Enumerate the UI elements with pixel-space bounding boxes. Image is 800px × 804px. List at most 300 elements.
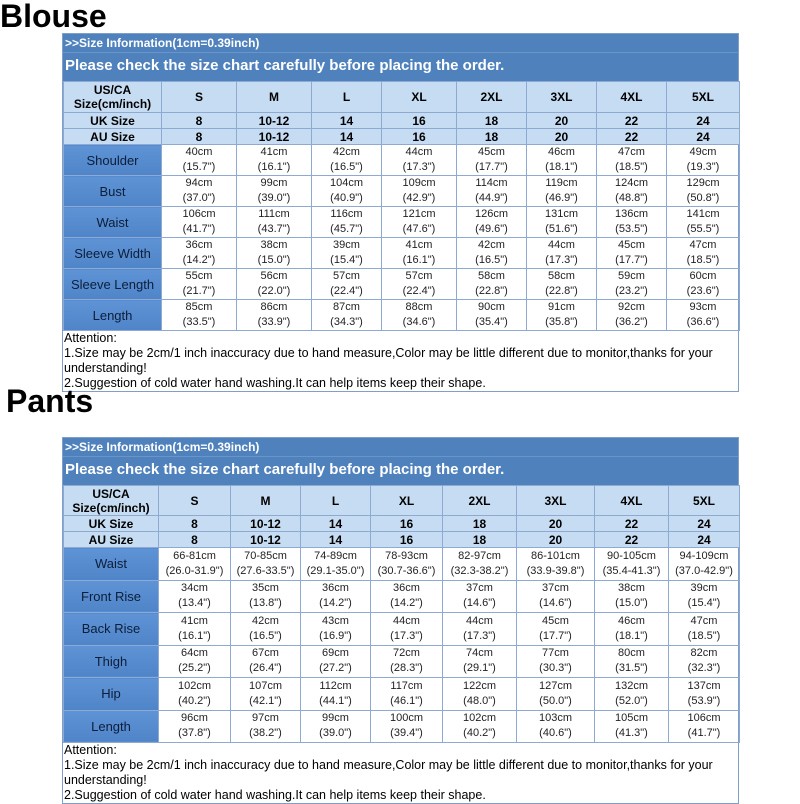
cm-value: 69cm — [322, 647, 349, 660]
measurement-cell — [457, 300, 527, 331]
au-size-value: 10-12 — [237, 129, 312, 145]
measurement-label: Sleeve Length — [64, 269, 162, 300]
inch-value: (39.0") — [319, 727, 352, 740]
cm-value: 46cm — [618, 614, 645, 627]
inch-value: (32.3") — [687, 662, 721, 675]
unit-label: Size(cm/inch) — [72, 500, 150, 515]
inch-value: (22.8") — [545, 285, 578, 297]
measurement-cell — [237, 238, 312, 269]
inch-value: (22.8") — [475, 285, 508, 297]
inch-value: (40.2") — [178, 694, 211, 707]
pants-size-chart — [62, 437, 739, 804]
inch-value: (39.4") — [390, 727, 423, 740]
measurement-cell — [669, 613, 740, 646]
uk-size-row — [64, 516, 740, 532]
measurement-cell — [669, 678, 740, 711]
cm-value: 127cm — [538, 679, 573, 692]
cm-value: 93cm — [689, 301, 717, 313]
cm-value: 36cm — [322, 582, 349, 595]
uk-size-label: UK Size — [64, 113, 162, 129]
inch-value: (52.0") — [615, 694, 648, 707]
measurement-cell — [371, 678, 443, 711]
au-size-value: 8 — [159, 532, 231, 548]
size-header: 2XL — [457, 82, 527, 113]
inch-value: (14.2") — [319, 597, 352, 610]
attention-notes — [63, 331, 738, 391]
cm-value: 57cm — [333, 270, 360, 282]
measurement-cell — [301, 710, 371, 743]
inch-value: (40.2") — [463, 727, 496, 740]
cm-value: 96cm — [181, 712, 208, 725]
measurement-label: Hip — [64, 678, 159, 711]
measurement-cell — [597, 300, 667, 331]
au-size-value: 22 — [595, 532, 669, 548]
measurement-cell — [231, 613, 301, 646]
cm-value: 38cm — [260, 239, 288, 251]
measurement-row — [64, 548, 740, 581]
inch-value: (26.4") — [249, 662, 282, 675]
au-size-label: AU Size — [64, 129, 162, 145]
measurement-cell — [312, 300, 382, 331]
inch-value: (44.9") — [475, 192, 508, 204]
measurement-cell — [457, 176, 527, 207]
measurement-cell — [597, 145, 667, 176]
cm-value: 47cm — [618, 146, 645, 158]
size-header: M — [231, 486, 301, 516]
au-size-value: 14 — [312, 129, 382, 145]
size-header: XL — [371, 486, 443, 516]
inch-value: (42.9") — [402, 192, 436, 204]
cm-value: 45cm — [542, 614, 569, 627]
measurement-cell — [159, 580, 231, 613]
measurement-cell — [443, 548, 517, 581]
inch-value: (29.1-35.0") — [306, 564, 365, 577]
cm-value: 111cm — [258, 208, 290, 220]
cm-value: 82-97cm — [458, 549, 501, 562]
cm-value: 40cm — [185, 146, 213, 158]
inch-value: (50.0") — [539, 694, 572, 707]
measurement-cell — [527, 207, 597, 238]
inch-value: (21.7") — [182, 285, 216, 297]
cm-value: 121cm — [402, 208, 436, 220]
inch-value: (41.7") — [687, 727, 721, 740]
size-header: 5XL — [667, 82, 740, 113]
attention-line: 1.Size may be 2cm/1 inch inaccuracy due to hand measure,Color may be little different due to monitor,thanks for your understanding! — [64, 758, 713, 787]
inch-value: (35.8") — [545, 316, 578, 328]
cm-value: 136cm — [614, 208, 649, 220]
measurement-cell — [527, 269, 597, 300]
cm-value: 37cm — [542, 582, 569, 595]
inch-value: (51.6") — [545, 223, 578, 235]
cm-value: 114cm — [475, 177, 508, 189]
cm-value: 47cm — [690, 614, 718, 627]
measurement-cell — [595, 678, 669, 711]
inch-value: (37.0") — [182, 192, 216, 204]
cm-value: 106cm — [687, 712, 721, 725]
inch-value: (15.7") — [182, 161, 216, 173]
inch-value: (27.2") — [319, 662, 352, 675]
inch-value: (40.6") — [539, 727, 572, 740]
measurement-cell — [371, 580, 443, 613]
size-info-note: >>Size Information(1cm=0.39inch) — [63, 438, 738, 456]
au-size-value: 8 — [162, 129, 237, 145]
measurement-cell — [312, 145, 382, 176]
size-table — [63, 81, 740, 331]
measurement-cell — [371, 548, 443, 581]
au-size-value: 18 — [443, 532, 517, 548]
measurement-cell — [371, 710, 443, 743]
us-ca-label: US/CA — [92, 486, 130, 501]
measurement-cell — [443, 710, 517, 743]
cm-value: 137cm — [687, 679, 721, 692]
cm-value: 44cm — [548, 239, 575, 251]
inch-value: (14.6") — [463, 597, 496, 610]
unit-label: Size(cm/inch) — [73, 97, 152, 111]
measurement-cell — [237, 176, 312, 207]
measurement-cell — [159, 613, 231, 646]
cm-value: 58cm — [548, 270, 575, 282]
measurement-cell — [301, 613, 371, 646]
measurement-cell — [667, 176, 740, 207]
inch-value: (17.3") — [390, 629, 423, 642]
cm-value: 107cm — [248, 679, 283, 692]
inch-value: (17.7") — [539, 629, 572, 642]
measurement-cell — [162, 238, 237, 269]
au-size-value: 24 — [669, 532, 740, 548]
inch-value: (46.9") — [545, 192, 578, 204]
uk-size-row — [64, 113, 740, 129]
au-size-value: 16 — [371, 532, 443, 548]
measurement-cell — [527, 300, 597, 331]
inch-value: (47.6") — [402, 223, 436, 235]
cm-value: 102cm — [177, 679, 212, 692]
measurement-cell — [597, 207, 667, 238]
cm-value: 105cm — [614, 712, 649, 725]
measurement-label: Sleeve Width — [64, 238, 162, 269]
au-size-value: 22 — [597, 129, 667, 145]
cm-value: 86cm — [260, 301, 288, 313]
attention-line: 1.Size may be 2cm/1 inch inaccuracy due to hand measure,Color may be little different due to monitor,thanks for your understanding! — [64, 346, 713, 375]
uk-size-value: 14 — [301, 516, 371, 532]
cm-value: 141cm — [686, 208, 720, 220]
measurement-label: Length — [64, 710, 159, 743]
measurement-cell — [595, 613, 669, 646]
inch-value: (18.5") — [615, 161, 648, 173]
uk-size-value: 22 — [597, 113, 667, 129]
inch-value: (14.2") — [390, 597, 423, 610]
measurement-cell — [301, 580, 371, 613]
attention-line: 2.Suggestion of cold water hand washing.It can help items keep their shape. — [64, 788, 486, 802]
measurement-label: Waist — [64, 548, 159, 581]
size-header: 3XL — [517, 486, 595, 516]
inch-value: (41.3") — [615, 727, 648, 740]
inch-value: (34.3") — [330, 316, 363, 328]
inch-value: (37.0-42.9") — [675, 564, 733, 577]
measurement-row — [64, 580, 740, 613]
cm-value: 126cm — [474, 208, 509, 220]
inch-value: (22.4") — [330, 285, 363, 297]
measurement-cell — [669, 548, 740, 581]
inch-value: (18.5") — [687, 629, 721, 642]
measurement-cell — [231, 548, 301, 581]
measurement-cell — [162, 207, 237, 238]
inch-value: (37.8") — [178, 727, 211, 740]
measurement-cell — [371, 645, 443, 678]
cm-value: 58cm — [478, 270, 505, 282]
measurement-row — [64, 300, 740, 331]
cm-value: 38cm — [618, 582, 645, 595]
cm-value: 45cm — [618, 239, 645, 251]
measurement-cell — [457, 145, 527, 176]
inch-value: (44.1") — [319, 694, 352, 707]
measurement-cell — [597, 238, 667, 269]
size-header: L — [301, 486, 371, 516]
cm-value: 91cm — [548, 301, 575, 313]
inch-value: (14.6") — [539, 597, 572, 610]
inch-value: (22.0") — [257, 285, 291, 297]
cm-value: 55cm — [185, 270, 213, 282]
inch-value: (39.0") — [257, 192, 291, 204]
size-header: XL — [382, 82, 457, 113]
cm-value: 78-93cm — [385, 549, 428, 562]
measurement-cell — [382, 145, 457, 176]
inch-value: (38.2") — [249, 727, 282, 740]
au-size-value: 20 — [527, 129, 597, 145]
measurement-cell — [231, 710, 301, 743]
inch-value: (23.2") — [615, 285, 648, 297]
inch-value: (22.4") — [402, 285, 436, 297]
size-header: M — [237, 82, 312, 113]
measurement-label: Bust — [64, 176, 162, 207]
inch-value: (14.2") — [182, 254, 216, 266]
cm-value: 132cm — [614, 679, 649, 692]
cm-value: 42cm — [333, 146, 360, 158]
au-size-value: 20 — [517, 532, 595, 548]
inch-value: (48.8") — [615, 192, 648, 204]
measurement-cell — [159, 710, 231, 743]
check-chart-notice: Please check the size chart carefully before placing the order. — [63, 52, 738, 81]
cm-value: 36cm — [185, 239, 213, 251]
inch-value: (16.5") — [330, 161, 363, 173]
measurement-cell — [301, 548, 371, 581]
measurement-cell — [382, 300, 457, 331]
cm-value: 41cm — [181, 614, 208, 627]
measurement-cell — [595, 645, 669, 678]
measurement-cell — [595, 548, 669, 581]
measurement-label: Front Rise — [64, 580, 159, 613]
uk-size-value: 20 — [517, 516, 595, 532]
measurement-cell — [231, 678, 301, 711]
measurement-cell — [457, 238, 527, 269]
cm-value: 109cm — [402, 177, 436, 189]
inch-value: (34.6") — [402, 316, 436, 328]
uk-size-value: 20 — [527, 113, 597, 129]
cm-value: 42cm — [252, 614, 279, 627]
inch-value: (53.9") — [687, 694, 721, 707]
inch-value: (17.3") — [545, 254, 578, 266]
size-header: 4XL — [595, 486, 669, 516]
inch-value: (23.6") — [686, 285, 720, 297]
measurement-row — [64, 238, 740, 269]
uk-size-value: 8 — [159, 516, 231, 532]
measurement-cell — [517, 613, 595, 646]
cm-value: 112cm — [319, 679, 352, 692]
inch-value: (42.1") — [249, 694, 282, 707]
cm-value: 43cm — [322, 614, 349, 627]
measurement-cell — [312, 176, 382, 207]
cm-value: 39cm — [333, 239, 360, 251]
cm-value: 99cm — [322, 712, 349, 725]
attention-line: 2.Suggestion of cold water hand washing.It can help items keep their shape. — [64, 376, 486, 390]
inch-value: (36.6") — [686, 316, 720, 328]
cm-value: 44cm — [405, 146, 433, 158]
uk-size-value: 24 — [669, 516, 740, 532]
inch-value: (16.5") — [475, 254, 508, 266]
cm-value: 67cm — [252, 647, 279, 660]
au-size-value: 14 — [301, 532, 371, 548]
cm-value: 44cm — [393, 614, 420, 627]
inch-value: (29.1") — [463, 662, 496, 675]
cm-value: 131cm — [544, 208, 579, 220]
cm-value: 47cm — [689, 239, 717, 251]
measurement-cell — [667, 238, 740, 269]
measurement-cell — [517, 710, 595, 743]
uk-size-value: 16 — [382, 113, 457, 129]
measurement-cell — [443, 580, 517, 613]
au-size-value: 10-12 — [231, 532, 301, 548]
measurement-cell — [237, 207, 312, 238]
inch-value: (33.9-39.8") — [526, 564, 585, 577]
inch-value: (13.8") — [249, 597, 282, 610]
cm-value: 70-85cm — [244, 549, 287, 562]
measurement-row — [64, 176, 740, 207]
measurement-cell — [527, 176, 597, 207]
cm-value: 72cm — [393, 647, 420, 660]
cm-value: 119cm — [545, 177, 578, 189]
inch-value: (17.3") — [463, 629, 496, 642]
inch-value: (35.4") — [475, 316, 508, 328]
inch-value: (40.9") — [330, 192, 363, 204]
inch-value: (50.8") — [686, 192, 720, 204]
cm-value: 80cm — [618, 647, 645, 660]
blouse-title: Blouse — [0, 0, 107, 34]
measurement-cell — [667, 300, 740, 331]
au-size-value: 16 — [382, 129, 457, 145]
attention-line: Attention: — [64, 331, 117, 345]
measurement-cell — [517, 548, 595, 581]
inch-value: (45.7") — [330, 223, 363, 235]
us-size-header — [64, 82, 162, 113]
cm-value: 66-81cm — [173, 549, 216, 562]
cm-value: 34cm — [181, 582, 208, 595]
measurement-row — [64, 145, 740, 176]
cm-value: 116cm — [330, 208, 363, 220]
cm-value: 42cm — [478, 239, 505, 251]
measurement-row — [64, 613, 740, 646]
inch-value: (18.1") — [615, 629, 648, 642]
cm-value: 35cm — [252, 582, 279, 595]
inch-value: (46.1") — [390, 694, 423, 707]
inch-value: (33.5") — [182, 316, 216, 328]
cm-value: 57cm — [405, 270, 433, 282]
measurement-row — [64, 678, 740, 711]
measurement-cell — [237, 269, 312, 300]
inch-value: (16.9") — [319, 629, 352, 642]
size-table — [63, 485, 740, 743]
inch-value: (15.0") — [615, 597, 648, 610]
measurement-row — [64, 710, 740, 743]
cm-value: 92cm — [618, 301, 645, 313]
inch-value: (13.4") — [178, 597, 211, 610]
measurement-label: Back Rise — [64, 613, 159, 646]
inch-value: (55.5") — [686, 223, 720, 235]
measurement-cell — [517, 678, 595, 711]
cm-value: 85cm — [185, 301, 213, 313]
cm-value: 37cm — [466, 582, 493, 595]
size-header: 2XL — [443, 486, 517, 516]
measurement-cell — [237, 300, 312, 331]
measurement-cell — [382, 238, 457, 269]
inch-value: (26.0-31.9") — [165, 564, 224, 577]
measurement-cell — [527, 238, 597, 269]
cm-value: 100cm — [389, 712, 424, 725]
measurement-cell — [382, 207, 457, 238]
size-info-note: >>Size Information(1cm=0.39inch) — [63, 34, 738, 52]
inch-value: (16.5") — [249, 629, 282, 642]
cm-value: 41cm — [405, 239, 433, 251]
measurement-cell — [159, 645, 231, 678]
measurement-label: Length — [64, 300, 162, 331]
inch-value: (48.0") — [463, 694, 496, 707]
measurement-cell — [237, 145, 312, 176]
measurement-cell — [162, 176, 237, 207]
cm-value: 94-109cm — [679, 549, 729, 562]
measurement-cell — [527, 145, 597, 176]
cm-value: 97cm — [252, 712, 279, 725]
uk-size-value: 18 — [443, 516, 517, 532]
uk-size-value: 14 — [312, 113, 382, 129]
cm-value: 103cm — [538, 712, 573, 725]
au-size-label: AU Size — [64, 532, 159, 548]
cm-value: 74cm — [466, 647, 493, 660]
cm-value: 124cm — [614, 177, 649, 189]
measurement-cell — [159, 548, 231, 581]
us-ca-label: US/CA — [93, 83, 132, 97]
size-header-row — [64, 82, 740, 113]
cm-value: 122cm — [462, 679, 497, 692]
au-size-value: 24 — [667, 129, 740, 145]
measurement-cell — [301, 645, 371, 678]
measurement-label: Waist — [64, 207, 162, 238]
measurement-cell — [443, 678, 517, 711]
inch-value: (30.7-36.6") — [377, 564, 436, 577]
inch-value: (49.6") — [475, 223, 508, 235]
inch-value: (17.3") — [402, 161, 436, 173]
uk-size-value: 10-12 — [237, 113, 312, 129]
measurement-label: Thigh — [64, 645, 159, 678]
measurement-cell — [162, 269, 237, 300]
attention-notes — [63, 743, 738, 803]
cm-value: 90-105cm — [607, 549, 656, 562]
measurement-cell — [669, 645, 740, 678]
check-chart-notice: Please check the size chart carefully before placing the order. — [63, 456, 738, 485]
measurement-cell — [443, 645, 517, 678]
measurement-label: Shoulder — [64, 145, 162, 176]
uk-size-value: 8 — [162, 113, 237, 129]
measurement-cell — [595, 710, 669, 743]
cm-value: 46cm — [548, 146, 575, 158]
inch-value: (33.9") — [257, 316, 291, 328]
